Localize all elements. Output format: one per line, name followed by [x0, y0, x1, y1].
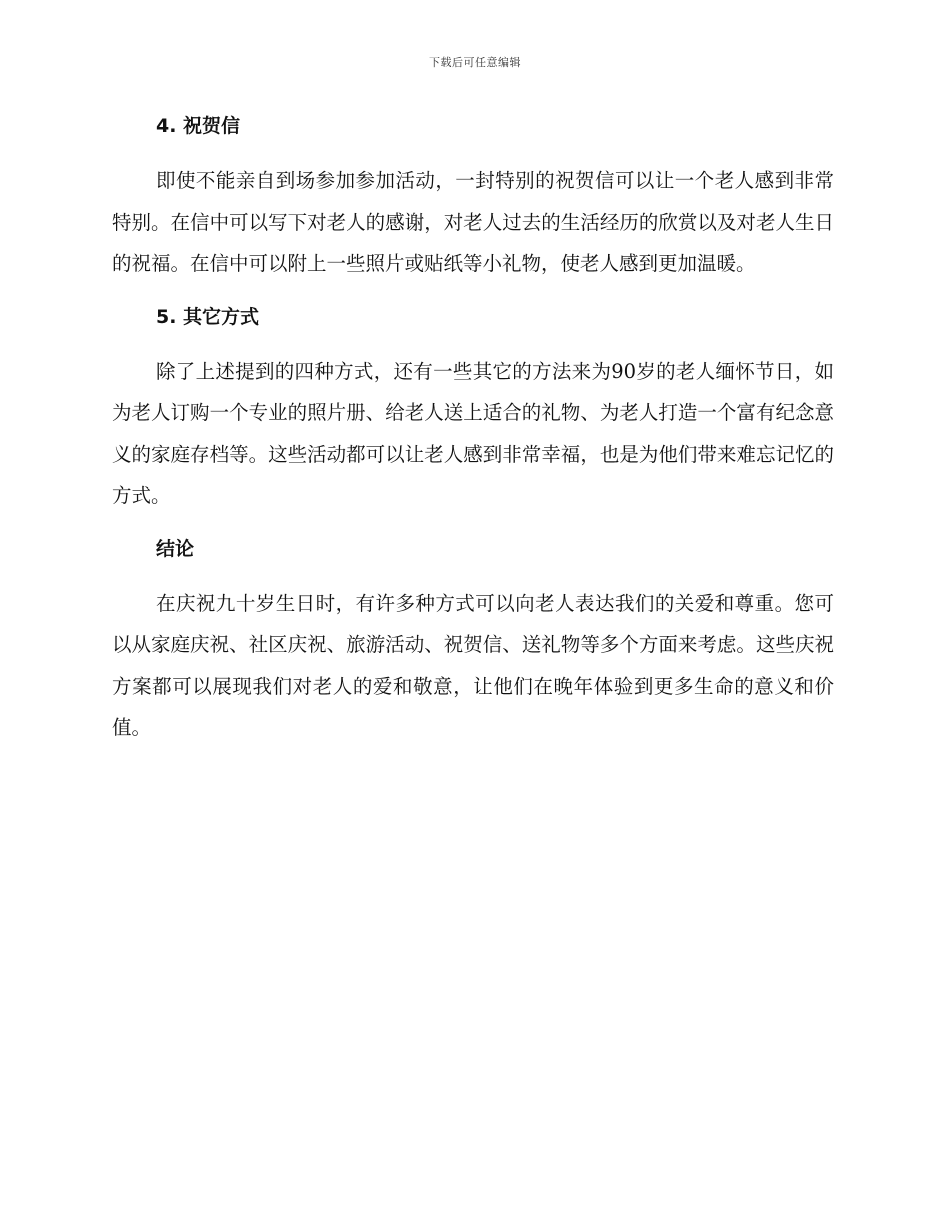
section-title: 5. 其它方式 [156, 305, 260, 328]
section-paragraph: 即使不能亲自到场参加参加活动，一封特别的祝贺信可以让一个老人感到非常特别。在信中可以写下对老人的感谢，对老人过去的生活经历的欣赏以及对老人生日的祝福。在信中可以附上一些照片或贴纸等小礼物，使老人感到更加温暖。 [112, 169, 834, 275]
section-paragraph: 在庆祝九十岁生日时，有许多种方式可以向老人表达我们的关爱和尊重。您可以从家庭庆祝、社区庆祝、旅游活动、祝贺信、送礼物等多个方面来考虑。这些庆祝方案都可以展现我们对老人的爱和敬意，让他们在晚年体验到更多生命的意义和价值。 [112, 591, 834, 739]
section-title: 结论 [156, 537, 195, 560]
section-title: 4. 祝贺信 [156, 115, 241, 137]
section-conclusion [112, 535, 834, 749]
section-congratulation-letter [112, 112, 834, 285]
header-note: 下载后可任意编辑 [429, 56, 521, 69]
section-paragraph: 除了上述提到的四种方式，还有一些其它的方法来为90岁的老人缅怀节日，如为老人订购一个专业的照片册、给老人送上适合的礼物、为老人打造一个富有纪念意义的家庭存档等。这些活动都可以让老人感到非常幸福，也是为他们带来难忘记忆的方式。 [112, 359, 834, 507]
section-other-ways [112, 303, 834, 517]
document-body [112, 112, 834, 767]
